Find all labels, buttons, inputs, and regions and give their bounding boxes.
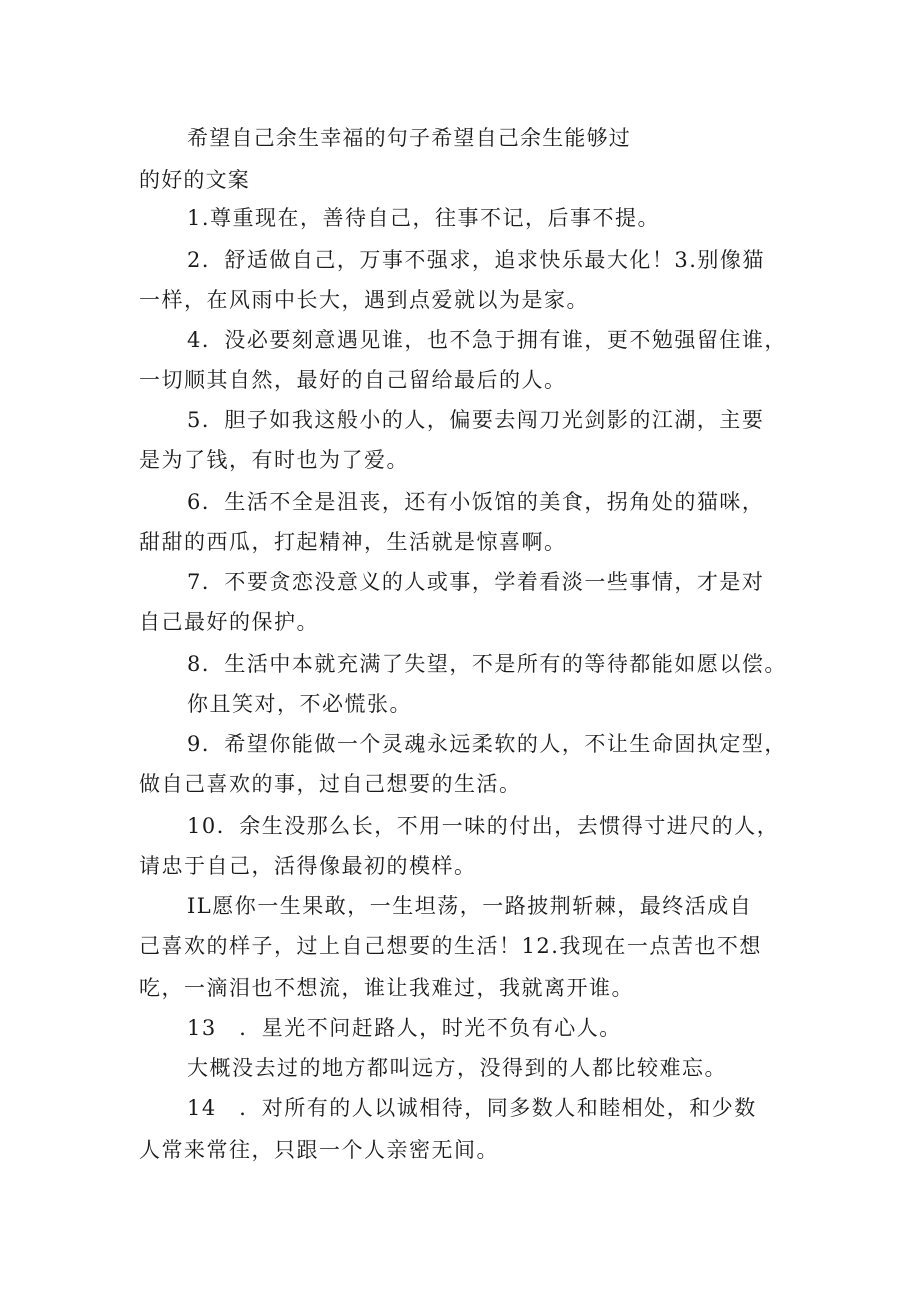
item-9-line-2: 做自己喜欢的事，过自己想要的生活。 bbox=[139, 772, 522, 796]
item-4-line-1: 4．没必要刻意遇见谁，也不急于拥有谁，更不勉强留住谁， bbox=[187, 328, 787, 352]
item-13-line-1: 13 ．星光不问赶路人，时光不负有心人。 bbox=[187, 1016, 622, 1040]
item-10-line-2: 请忠于自己，活得像最初的模样。 bbox=[139, 854, 477, 878]
item-6-line-1: 6．生活不全是沮丧，还有小饭馆的美食，拐角处的猫咪， bbox=[187, 490, 765, 514]
item-13-line-2: 大概没去过的地方都叫远方，没得到的人都比较难忘。 bbox=[187, 1056, 727, 1080]
item-7-line-2: 自己最好的保护。 bbox=[139, 610, 319, 634]
item-5-line-2: 是为了钱，有时也为了爱。 bbox=[139, 448, 409, 472]
item-11-line-3: 吃，一滴泪也不想流，谁让我难过，我就离开谁。 bbox=[139, 976, 634, 1000]
document-title-line-1: 希望自己余生幸福的句子希望自己余生能够过 bbox=[187, 126, 631, 150]
item-7-line-1: 7．不要贪恋没意义的人或事，学着看淡一些事情，才是对 bbox=[187, 570, 765, 594]
item-11-line-2: 己喜欢的样子，过上自己想要的生活！12.我现在一点苦也不想 bbox=[139, 934, 762, 958]
item-2-line-1: 2．舒适做自己，万事不强求，追求快乐最大化！3.别像猫 bbox=[187, 248, 765, 272]
item-4-line-2: 一切顺其自然，最好的自己留给最后的人。 bbox=[139, 368, 567, 392]
document-title-line-2: 的好的文案 bbox=[139, 168, 250, 192]
item-1-line-1: 1.尊重现在，善待自己，往事不记，后事不提。 bbox=[187, 206, 661, 230]
item-10-line-1: 10．余生没那么长，不用一味的付出，去惯得寸进尺的人， bbox=[187, 814, 780, 838]
item-14-line-1: 14 ．对所有的人以诚相待，同多数人和睦相处，和少数 bbox=[187, 1096, 757, 1120]
item-2-line-2: 一样，在风雨中长大，遇到点爱就以为是家。 bbox=[139, 288, 589, 312]
item-11-line-1: IL愿你一生果敢，一生坦荡，一路披荆斩棘，最终活成自 bbox=[187, 894, 753, 918]
item-5-line-1: 5．胆子如我这般小的人，偏要去闯刀光剑影的江湖，主要 bbox=[187, 408, 765, 432]
item-14-line-2: 人常来常往，只跟一个人亲密无间。 bbox=[139, 1138, 499, 1162]
item-9-line-1: 9．希望你能做一个灵魂永远柔软的人，不让生命固执定型， bbox=[187, 732, 787, 756]
item-8-line-2: 你且笑对，不必慌张。 bbox=[187, 692, 412, 716]
item-8-line-1: 8．生活中本就充满了失望，不是所有的等待都能如愿以偿。 bbox=[187, 652, 787, 676]
item-6-line-2: 甜甜的西瓜，打起精神，生活就是惊喜啊。 bbox=[139, 530, 567, 554]
